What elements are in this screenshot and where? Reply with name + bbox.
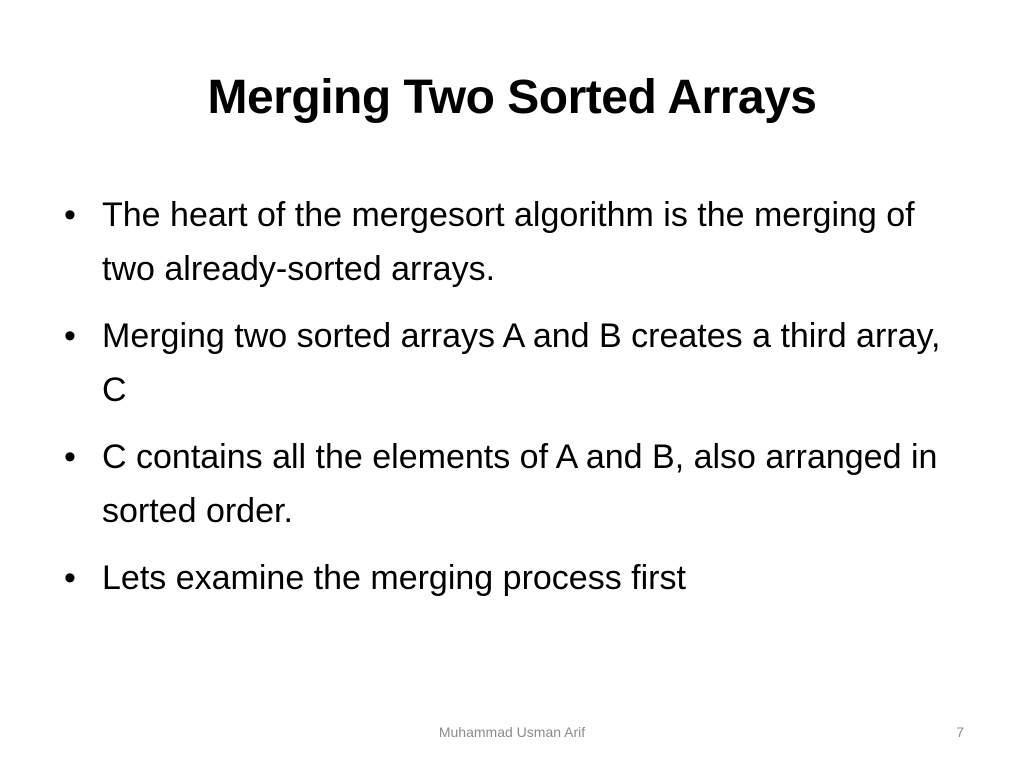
bullet-icon: • [64, 438, 76, 476]
bullet-icon: • [64, 559, 76, 597]
bullet-item [60, 309, 960, 417]
bullet-text: Merging two sorted arrays A and B creates a third array, C [102, 317, 941, 409]
bullet-item [60, 430, 960, 538]
bullet-icon: • [64, 196, 76, 234]
bullet-text: C contains all the elements of A and B, also arranged in sorted order. [102, 438, 938, 530]
footer-author: Muhammad Usman Arif [438, 724, 586, 740]
bullet-item [60, 551, 960, 605]
bullet-text: The heart of the mergesort algorithm is the merging of two already-sorted arrays. [102, 196, 915, 288]
page-number: 7 [956, 724, 964, 740]
bullet-list [60, 188, 960, 618]
bullet-text: Lets examine the merging process first [102, 559, 686, 597]
bullet-icon: • [64, 317, 76, 355]
slide-title: Merging Two Sorted Arrays [207, 71, 817, 124]
bullet-item [60, 188, 960, 296]
